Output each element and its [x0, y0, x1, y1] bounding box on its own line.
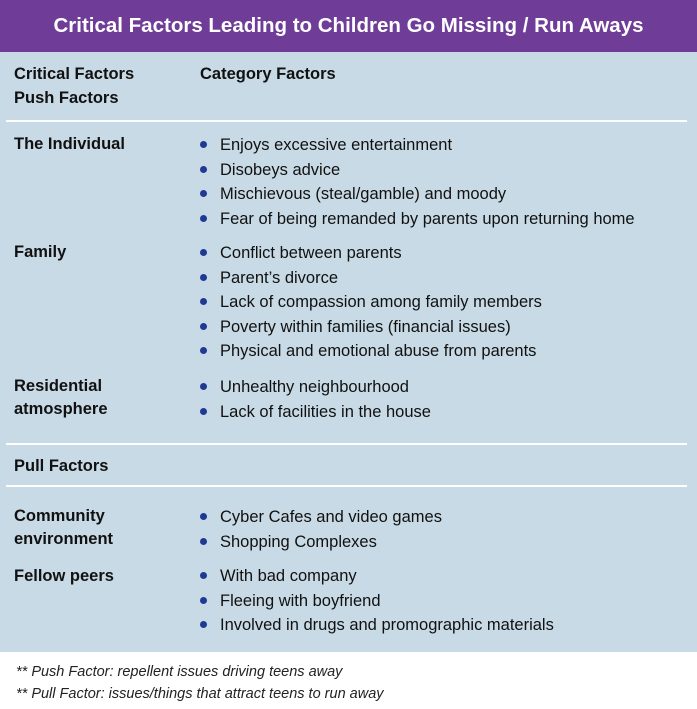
row-label-individual: The Individual — [14, 135, 125, 153]
bullet-icon — [200, 249, 207, 256]
list-item: Enjoys excessive entertainment — [200, 133, 452, 158]
list-item: Mischievous (steal/gamble) and moody — [200, 182, 506, 207]
bullet-icon — [200, 538, 207, 545]
list-item: With bad company — [200, 564, 357, 589]
header-push-factors: Push Factors — [14, 89, 119, 107]
bullet-icon — [200, 166, 207, 173]
bullet-icon — [200, 190, 207, 197]
pull-factors-heading: Pull Factors — [14, 457, 109, 475]
page-title: Critical Factors Leading to Children Go Missing / Run Aways — [53, 14, 644, 37]
bullet-icon — [200, 274, 207, 281]
list-item: Parent’s divorce — [200, 266, 338, 291]
divider — [6, 443, 687, 445]
list-item: Involved in drugs and promographic materials — [200, 613, 554, 638]
header-category-factors: Category Factors — [200, 65, 336, 83]
bullet-icon — [200, 141, 207, 148]
row-label-peers: Fellow peers — [14, 567, 114, 585]
bullet-icon — [200, 621, 207, 628]
list-item: Disobeys advice — [200, 158, 340, 183]
divider — [6, 120, 687, 122]
list-item: Unhealthy neighbourhood — [200, 375, 409, 400]
row-label-residential-1: Residential — [14, 377, 103, 395]
list-item: Lack of facilities in the house — [200, 400, 431, 425]
list-item: Conflict between parents — [200, 241, 402, 266]
footnote-pull: ** Pull Factor: issues/things that attract teens to run away — [16, 686, 384, 702]
bullet-icon — [200, 513, 207, 520]
list-item: Lack of compassion among family members — [200, 290, 542, 315]
bullet-icon — [200, 298, 207, 305]
footnote-push: ** Push Factor: repellent issues driving teens away — [16, 664, 343, 680]
factors-table — [0, 52, 697, 652]
bullet-icon — [200, 323, 207, 330]
row-label-community-2: environment — [14, 530, 114, 548]
list-item: Cyber Cafes and video games — [200, 505, 442, 530]
bullet-icon — [200, 572, 207, 579]
list-item: Physical and emotional abuse from parents — [200, 339, 536, 364]
bullet-icon — [200, 408, 207, 415]
list-item: Fear of being remanded by parents upon returning home — [200, 207, 635, 232]
list-item: Poverty within families (financial issues) — [200, 315, 511, 340]
title-bar — [0, 0, 697, 52]
bullet-icon — [200, 347, 207, 354]
bullet-icon — [200, 383, 207, 390]
header-critical-factors: Critical Factors — [14, 65, 135, 83]
row-label-family: Family — [14, 243, 67, 261]
bullet-icon — [200, 215, 207, 222]
row-label-residential-2: atmosphere — [14, 400, 108, 418]
bullet-icon — [200, 597, 207, 604]
row-label-community-1: Community — [14, 507, 105, 525]
list-item: Fleeing with boyfriend — [200, 589, 381, 614]
divider — [6, 485, 687, 487]
list-item: Shopping Complexes — [200, 530, 377, 555]
